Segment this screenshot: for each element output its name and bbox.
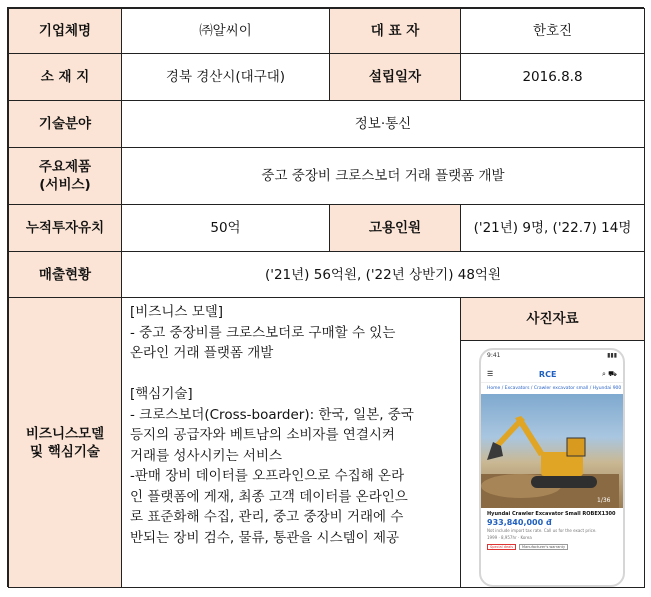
badge-warranty: Manufacturer's warranty <box>519 544 568 550</box>
business-model-label: 비즈니스모델 및 핵심기술 <box>8 297 122 588</box>
phone-status-bar <box>481 350 623 366</box>
excavator-icon <box>481 394 619 508</box>
phone-badges <box>481 541 623 553</box>
phone-listing-price: 933,840,000 đ <box>487 518 552 527</box>
badge-special-deals: Special deals <box>487 544 516 550</box>
location-value: 경북 경산시(대구대) <box>121 53 330 101</box>
location-label: 소 재 지 <box>8 53 122 101</box>
phone-app-bar <box>481 366 623 383</box>
employees-label: 고용인원 <box>329 204 461 252</box>
sales-label: 매출현황 <box>8 251 122 298</box>
photo-count: 1/36 <box>597 497 611 504</box>
tech-field-label: 기술분야 <box>8 100 122 148</box>
products-label: 주요제품 (서비스) <box>8 147 122 205</box>
photo-label: 사진자료 <box>460 297 645 341</box>
investment-value: 50억 <box>121 204 330 252</box>
employees-value: ('21년) 9명, ('22.7) 14명 <box>460 204 645 252</box>
sales-value: ('21년) 56억원, ('22년 상반기) 48억원 <box>121 251 645 298</box>
ceo-label: 대 표 자 <box>329 8 461 54</box>
excavator-photo <box>481 394 623 508</box>
phone-brand-logo: RCE <box>538 369 557 379</box>
products-value: 중고 중장비 크로스보더 거래 플랫폼 개발 <box>121 147 645 205</box>
phone-price-note: Not include import tax rate. Call us for the exact price. <box>487 528 597 533</box>
phone-breadcrumb: Home / Excavators / Crawler excavator small / Hyundai 900 <box>487 386 622 391</box>
investment-label: 누적투자유치 <box>8 204 122 252</box>
phone-time: 9:41 <box>487 352 501 359</box>
founded-label: 설립일자 <box>329 53 461 101</box>
phone-listing-meta: 1999 · 8,957hr · Korea <box>487 535 532 540</box>
company-name-value: ㈜알씨이 <box>121 8 330 54</box>
founded-value: 2016.8.8 <box>460 53 645 101</box>
phone-screenshot-image <box>479 348 625 587</box>
signal-icon: ▮▮▮ <box>607 352 617 359</box>
tech-field-value: 정보·통신 <box>121 100 645 148</box>
ceo-value: 한호진 <box>460 8 645 54</box>
business-model-text: [비즈니스 모델] - 중고 중장비를 크로스보더로 구매할 수 있는 온라인 거래 플랫폼 개발 [핵심기술] - 크로스보더(Cross-boarder): 한국, 일본, 중국 등지의 공급자와 베트남의 소비자를 연결시켜 거래를 성사시키는 서비스 -판매 장비 데이터를 오프라인으로 수집해 온라 인 플랫폼에 게재, 최종 고객 데이터를 온라인으 로 표준화해 수집, 관리, 중고 중장비 거래에 수 반되는 장비 검수, 물류, 통관을 시스템이 제공 <box>121 297 461 588</box>
phone-listing-title: Hyundai Crawler Excavator Small ROBEX1300 <box>487 511 616 517</box>
search-and-cart-icons: ⌕ ⛟ <box>602 369 617 378</box>
menu-icon: ☰ <box>487 370 494 378</box>
company-name-label: 기업체명 <box>8 8 122 54</box>
